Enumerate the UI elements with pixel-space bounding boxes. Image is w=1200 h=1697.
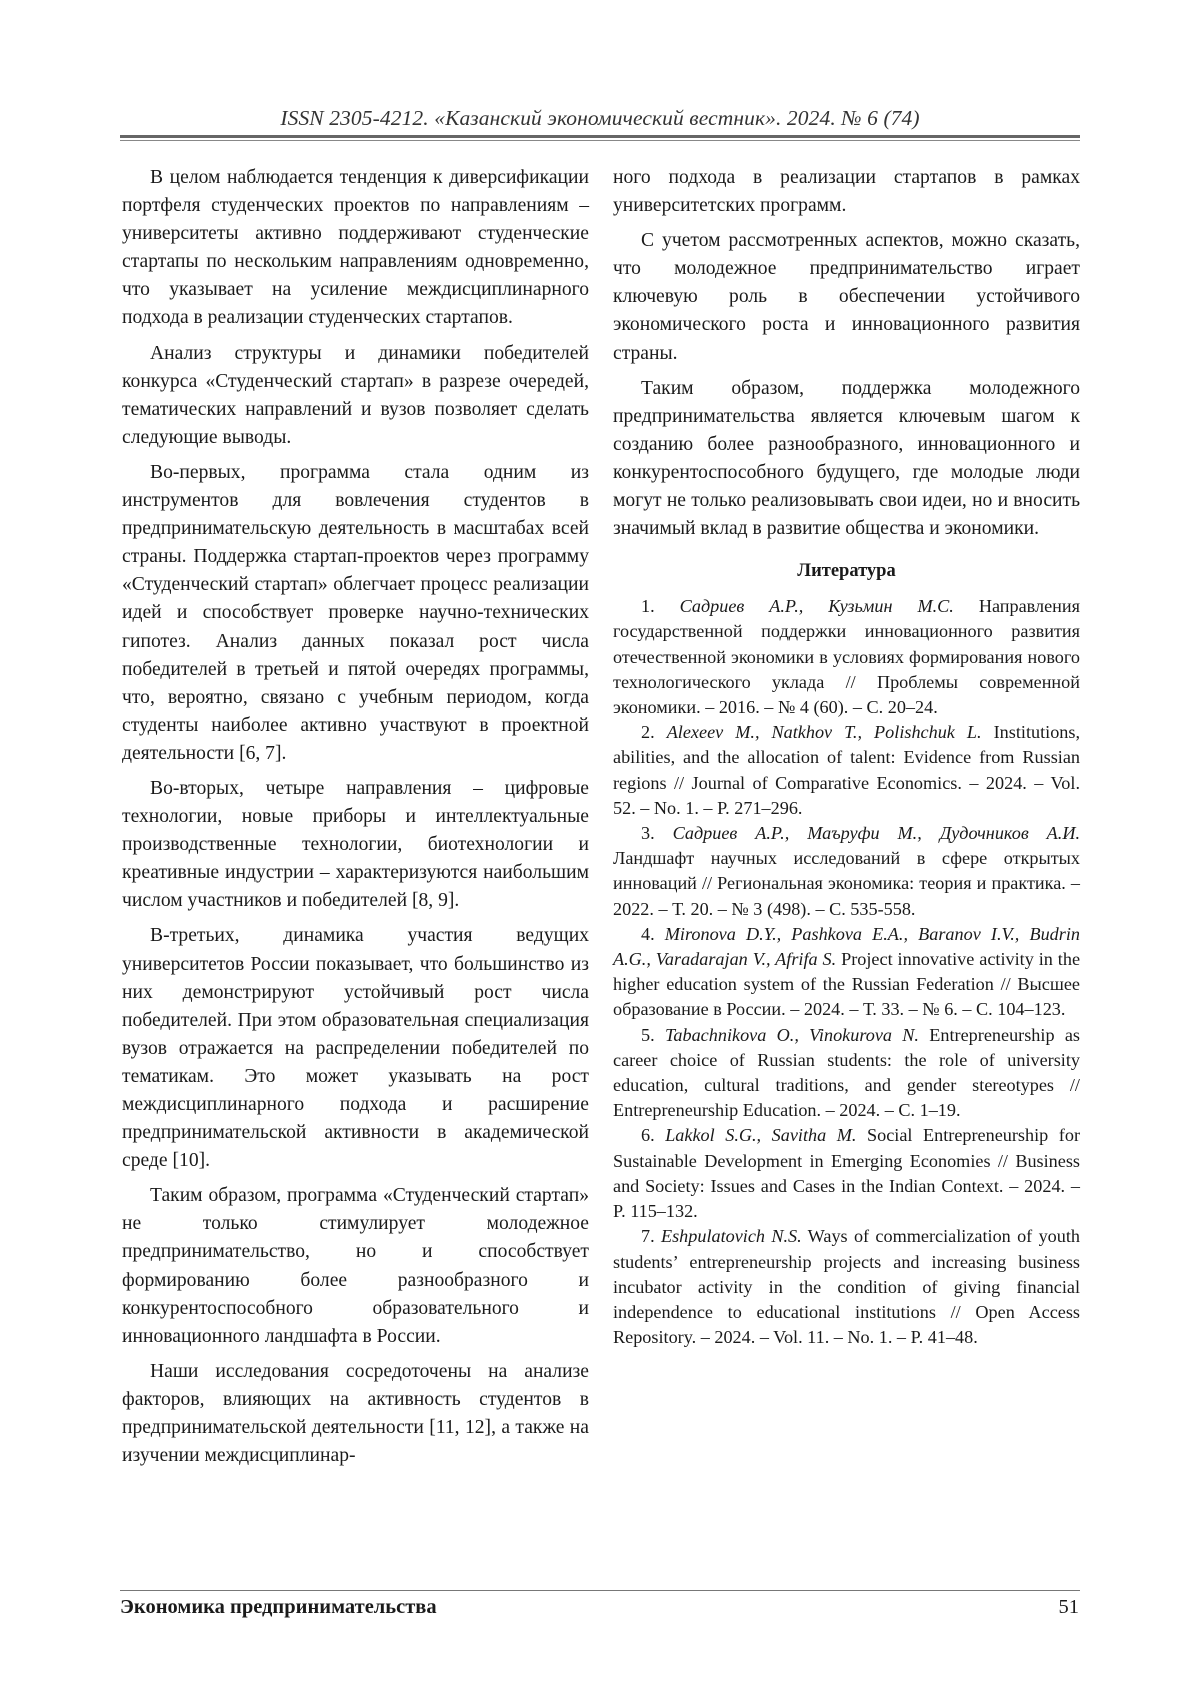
reference-authors: Mironova D.Y., Pashkova E.A., Baranov I.V., Budrin A.G., Varadarajan V., Afrifa S.: [613, 923, 1081, 970]
reference-number: 7.: [641, 1226, 655, 1247]
reference-authors: Lakkol S.G., Savitha M.: [665, 1125, 857, 1146]
reference-authors: Tabachnikova O., Vinokurova N.: [664, 1024, 919, 1045]
journal-header: ISSN 2305-4212. «Казанский экономический вестник». 2024. № 6 (74): [280, 106, 920, 130]
literature-title: Литература: [797, 561, 896, 582]
reference-item: [613, 594, 1080, 720]
footer-rule: [120, 1590, 1080, 1591]
reference-authors: Alexeev M., Natkhov T., Polishchuk L.: [666, 722, 982, 743]
reference-number: 1.: [641, 596, 655, 617]
reference-item: [613, 1123, 1080, 1224]
reference-authors: Садриев А.Р., Кузьмин М.С.: [679, 596, 954, 617]
paragraph: Наши исследования сосредоточены на анализе факторов, влияющих на активность студентов в предпринимательской деятельности [11, 12], а также на изучении междисциплинар-: [122, 1360, 589, 1467]
paragraph: Таким образом, программа «Студенческий стартап» не только стимулирует молодежное предпринимательство, но и способствует формированию более разнообразного и конкурентоспособного образовательного и инновационного ландшафта в России.: [122, 1185, 589, 1347]
reference-item: [613, 720, 1080, 821]
right-column: [613, 164, 1080, 1350]
paragraph: В-третьих, динамика участия ведущих университетов России показывает, что большинство из них демонстрируют устойчивый рост числа победителей. При этом образовательная специализация вузов отражается на распределении победителей по тематикам. Это может указывать на рост междисциплинарного подхода и расширение предпринимательской активности в академической среде [10].: [122, 925, 589, 1172]
reference-text: Ways of commercialization of youth students’ entrepreneurship projects and increasing business incubator activity in the condition of giving financial independence to educational institutions // Open Access Repository. – 2024. – Vol. 11. – No. 1. – P. 41–48.: [613, 1226, 1080, 1348]
reference-number: 3.: [641, 823, 655, 844]
reference-text: Social Entrepreneurship for Sustainable Development in Emerging Economies // Business and Society: Issues and Cases in the Indian Context. – 2024. – P. 115–132.: [613, 1125, 1080, 1222]
reference-number: 2.: [641, 722, 655, 743]
reference-text: Entrepreneurship as career choice of Russian students: the role of university education, cultural traditions, and gender stereotypes // Entrepreneurship Education. – 2024. – С. 1–19.: [613, 1024, 1080, 1121]
reference-text: Project innovative activity in the higher education system of the Russian Federation // Высшее образование в России. – 2024. – Т. 33. – № 6. – С. 104–123.: [613, 949, 1081, 1020]
paragraph: С учетом рассмотренных аспектов, можно сказать, что молодежное предпринимательство играет ключевую роль в обеспечении устойчивого экономического роста и инновационного развития страны.: [613, 230, 1080, 364]
paragraph: Анализ структуры и динамики победителей конкурса «Студенческий стартап» в разрезе очередей, тематических направлений и вузов позволяет сделать следующие выводы.: [122, 342, 589, 448]
paragraph: Таким образом, поддержка молодежного предпринимательства является ключевым шагом к созданию более разнообразного, инновационного и конкурентоспособного будущего, где молодые люди могут не только реализовывать свои идеи, но и вносить значимый вклад в развитие общества и экономики.: [613, 377, 1080, 540]
header-rule-thin: [120, 140, 1080, 141]
paragraph-continuation: ного подхода в реализации стартапов в рамках университетских программ.: [613, 167, 1080, 217]
reference-item: [613, 922, 1080, 1023]
reference-text: Ландшафт научных исследований в сфере открытых инноваций // Региональная экономика: теория и практика. – 2022. – Т. 20. – № 3 (498). – С. 535-558.: [613, 848, 1080, 919]
reference-authors: Садриев А.Р., Маъруфи М., Дудочников А.И.: [672, 823, 1081, 844]
paragraph: Во-вторых, четыре направления – цифровые технологии, новые приборы и интеллектуальные производственные технологии, биотехнологии и креативные индустрии – характеризуются наибольшим числом участников и победителей [8, 9].: [122, 777, 589, 912]
reference-list: [613, 594, 1080, 1350]
paragraph: Во-первых, программа стала одним из инструментов для вовлечения студентов в предпринимательскую деятельность в масштабах всей страны. Поддержка стартап-проектов через программу «Студенческий стартап» облегчает процесс реализации идей и способствует проверке научно-технических гипотез. Анализ данных показал рост числа победителей в третьей и пятой очередях программы, что, вероятно, связано с учебным периодом, когда студенты наиболее активно участвуют в проектной деятельности [6, 7].: [122, 461, 589, 764]
reference-text: Institutions, abilities, and the allocation of talent: Evidence from Russian regions // Journal of Comparative Economics. – 2024. – Vol. 52. – No. 1. – P. 271–296.: [613, 722, 1081, 818]
paragraph: В целом наблюдается тенденция к диверсификации портфеля студенческих проектов по направлениям – университеты активно поддерживают студенческие стартапы по нескольким направлениям одновременно, что указывает на усиление междисциплинарного подхода в реализации студенческих стартапов.: [122, 167, 589, 329]
reference-item: [613, 1023, 1080, 1124]
reference-item: [613, 1224, 1080, 1350]
reference-text: Направления государственной поддержки инновационного развития отечественной экономики в условиях формирования нового технологического уклада // Проблемы современной экономики. – 2016. – № 4 (60). – С. 20–24.: [613, 596, 1081, 718]
footer-section-title: Экономика предпринимательства: [120, 1596, 437, 1618]
reference-number: 5.: [641, 1024, 655, 1045]
reference-item: [613, 821, 1080, 922]
reference-number: 6.: [641, 1125, 655, 1146]
reference-number: 4.: [641, 923, 655, 944]
page-number: 51: [1058, 1596, 1079, 1618]
reference-authors: Eshpulatovich N.S.: [660, 1226, 802, 1247]
left-column: [122, 164, 589, 1470]
header-rule-thick: [120, 135, 1080, 138]
